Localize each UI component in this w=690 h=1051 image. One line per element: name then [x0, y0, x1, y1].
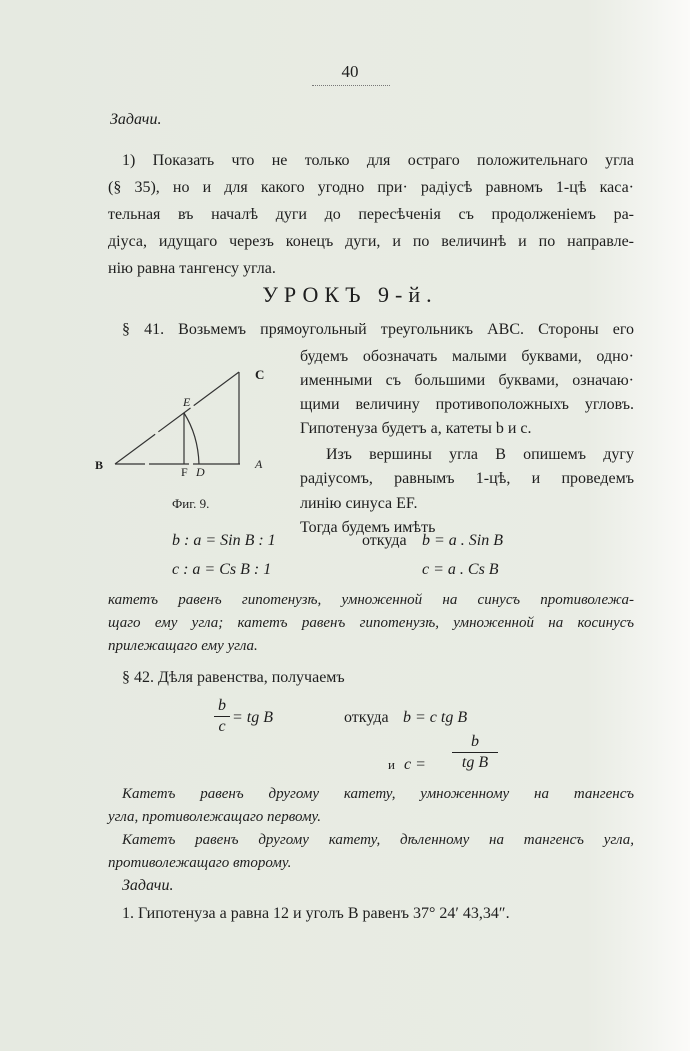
- numerator: b: [218, 697, 226, 714]
- figure-caption: Фиг. 9.: [172, 496, 210, 511]
- formula-right: b = a . Sin B: [422, 532, 504, 549]
- section-41-line: Изъ вершины угла B опишемъ дугу: [326, 446, 634, 463]
- section-41-line: будемъ обозначать малыми буквами, одно·: [300, 348, 634, 365]
- section-41-line: Тогда будемъ имѣть: [300, 519, 436, 536]
- formula-left: c : a = Cs B : 1: [172, 561, 272, 578]
- and-text: и: [388, 757, 395, 772]
- fraction-b-over-c: [214, 697, 230, 736]
- task-line: (§ 35), но и для какого угодно при· радіусѣ равномъ 1-цѣ каса·: [108, 179, 634, 196]
- section-41-line: именными съ большими буквами, означаю·: [300, 372, 634, 389]
- section-41-line: Гипотенуза будетъ a, катеты b и c.: [300, 420, 532, 437]
- task-line: 1) Показать что не только для остраго положительнаго угла: [122, 152, 634, 169]
- page-number-rule: [312, 85, 390, 86]
- denominator: tg B: [461, 754, 489, 771]
- task-line: діуса, идущаго черезъ конецъ дуги, и по величинѣ и по направле-: [108, 233, 634, 250]
- label-b: B: [95, 458, 104, 472]
- equation: b = c tg B: [403, 709, 468, 726]
- formula-left: b : a = Sin B : 1: [172, 532, 276, 549]
- rule-line: щаго ему угла; катетъ равенъ гипотенузѣ, умноженной на косинусъ: [108, 615, 634, 631]
- section-41-first-line: § 41. Возьмемъ прямоугольный треугольникъ ABC. Стороны его: [122, 321, 634, 338]
- tasks-heading: Задачи.: [122, 877, 174, 894]
- section-41-line: щими величину противоположныхъ угловъ.: [300, 396, 634, 413]
- lesson-title: УРОКЪ 9-й.: [262, 282, 438, 307]
- figure-9-triangle: [100, 360, 280, 510]
- whence-text: откуда: [344, 709, 389, 726]
- label-c: C: [255, 367, 265, 382]
- section-42-first-line: § 42. Дѣля равенства, получаемъ: [122, 669, 345, 686]
- rule-line: Катетъ равенъ другому катету, умноженному на тангенсъ: [122, 786, 634, 802]
- label-a: A: [255, 457, 263, 471]
- section-41-line: радіусомъ, равнымъ 1-цѣ, и проведемъ: [300, 470, 634, 487]
- rule-line: прилежащаго ему угла.: [108, 638, 258, 654]
- task-line: тельная въ началѣ дуги до пересѣченія съ продолженіемъ ра-: [108, 206, 634, 223]
- denominator: c: [218, 718, 226, 735]
- rule-line: Катетъ равенъ другому катету, дѣленному на тангенсъ угла,: [122, 832, 634, 848]
- formula-right: c = a . Cs B: [422, 561, 499, 578]
- label-e: E: [183, 395, 191, 409]
- equation-lhs: c =: [404, 756, 426, 773]
- rule-line: противолежащаго второму.: [108, 855, 292, 871]
- formula-whence: откуда: [362, 532, 407, 549]
- rule-line: угла, противолежащаго первому.: [108, 809, 321, 825]
- fraction-b-over-tgb: [452, 733, 498, 772]
- fraction-rhs: = tg B: [232, 709, 274, 726]
- section-41-line: линію синуса EF.: [300, 495, 418, 512]
- label-f: F: [181, 465, 188, 479]
- numerator: b: [471, 733, 479, 750]
- task-line: нію равна тангенсу угла.: [108, 260, 276, 277]
- page-number: 40: [341, 62, 359, 81]
- tasks-heading: Задачи.: [110, 111, 162, 128]
- task-final: 1. Гипотенуза a равна 12 и уголъ B равенъ 37° 24′ 43,34″.: [122, 905, 510, 922]
- rule-line: катетъ равенъ гипотенузѣ, умноженной на синусъ противолежа-: [108, 592, 634, 608]
- label-d: D: [196, 465, 205, 479]
